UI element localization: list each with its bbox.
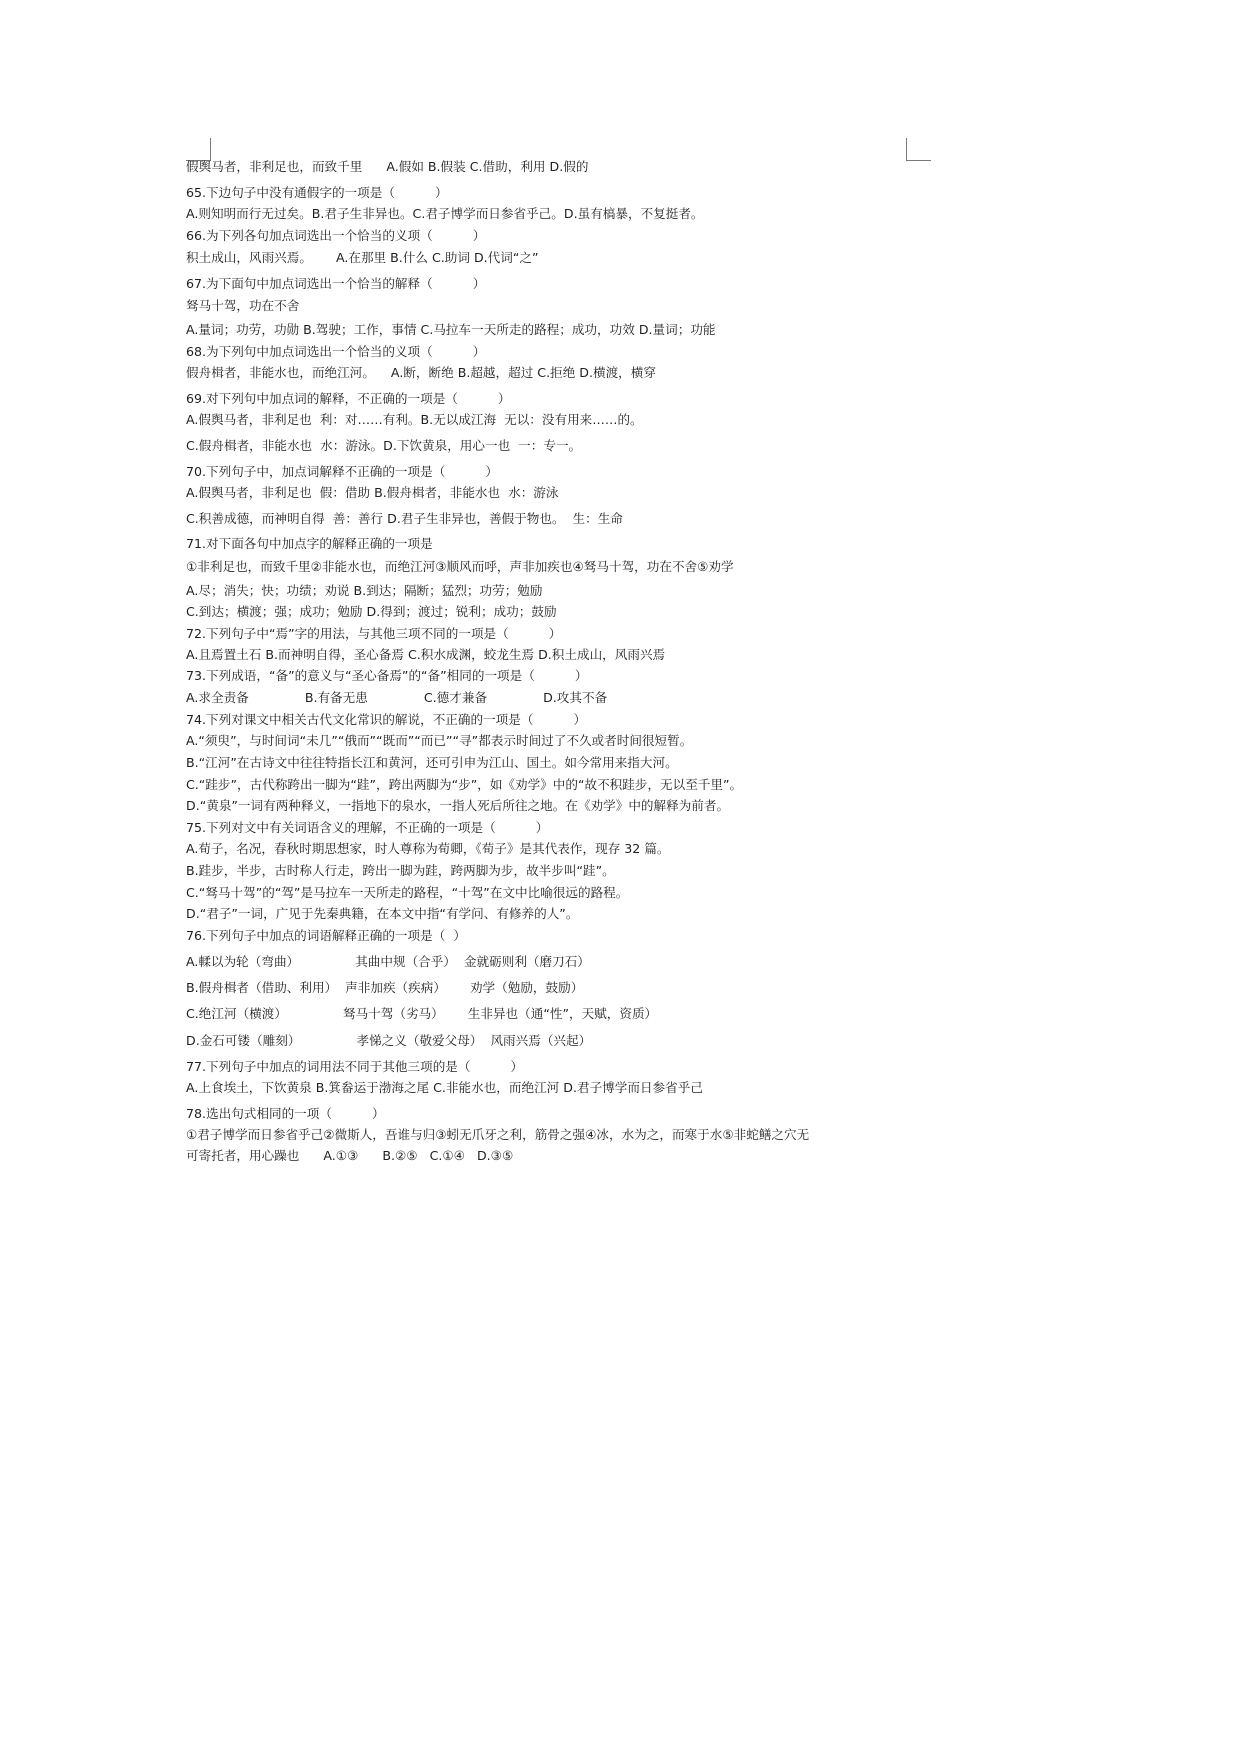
- text-line: C.假舟楫者，非能水也 水：游泳。D.下饮黄泉，用心一也 一：专一。: [186, 438, 582, 453]
- text-line: A.荀子，名况，春秋时期思想家，时人尊称为荀卿，《荀子》是其代表作，现存 32 篇。: [186, 841, 670, 856]
- text-line: D.“君子”一词，广见于先秦典籍，在本文中指“有学问、有修养的人”。: [186, 906, 579, 921]
- text-line: ①非利足也，而致千里②非能水也，而绝江河③顺风而呼，声非加疾也④驽马十驾，功在不舍⑤劝学: [186, 559, 734, 574]
- text-line: A.则知明而行无过矣。B.君子生非异也。C.君子博学而日参省乎己。D.虽有槁暴，不复挺者。: [186, 206, 704, 221]
- text-line: B.“江河”在古诗文中往往特指长江和黄河，还可引申为江山、国土。如今常用来指大河。: [186, 755, 678, 770]
- text-line: C.“跬步”，古代称跨出一脚为“跬”，跨出两脚为“步”，如《劝学》中的“故不积跬步，无以至千里”。: [186, 777, 743, 792]
- question-67: 67.为下面句中加点词选出一个恰当的解释（ ）: [186, 276, 486, 291]
- text-line: A.輮以为轮（弯曲） 其曲中规（合乎） 金就砺则利（磨刀石）: [186, 954, 590, 969]
- text-line: ①君子博学而日参省乎己②微斯人，吾谁与归③蚓无爪牙之利，筋骨之强④冰，水为之，而寒于水⑤非蛇鳝之穴无: [186, 1127, 810, 1142]
- question-78: 78.选出句式相同的一项（ ）: [186, 1106, 385, 1121]
- text-line: 假舟楫者，非能水也，而绝江河。 A.断，断绝 B.超越，超过 C.拒绝 D.横渡，横穿: [186, 365, 656, 380]
- text-line: C.绝江河（横渡） 驽马十驾（劣马） 生非异也（通“性”，天赋，资质）: [186, 1006, 658, 1021]
- question-66: 66.为下列各句加点词选出一个恰当的义项（ ）: [186, 228, 486, 243]
- question-65: 65.下边句子中没有通假字的一项是（ ）: [186, 185, 448, 200]
- text-line: A.“须臾”，与时间词“未几”“俄而”“既而”“而已”“寻”都表示时间过了不久或者时间很短暂。: [186, 733, 693, 748]
- text-line: 假舆马者，非利足也，而致千里 A.假如 B.假装 C.借助，利用 D.假的: [186, 159, 589, 174]
- text-line: A.尽；消失；快；功绩；劝说 B.到达；隔断；猛烈；功劳；勉励: [186, 583, 543, 598]
- text-line: A.假舆马者，非利足也 利：对……有利。B.无以成江海 无以：没有用来……的。: [186, 412, 643, 427]
- question-69: 69.对下列句中加点词的解释，不正确的一项是（ ）: [186, 391, 511, 406]
- question-71: 71.对下面各句中加点字的解释正确的一项是: [186, 536, 433, 551]
- text-line: A.上食埃土，下饮黄泉 B.箕畚运于渤海之尾 C.非能水也，而绝江河 D.君子博学而日参省乎己: [186, 1080, 703, 1095]
- text-line: A.量词；功劳，功勋 B.驾驶；工作，事情 C.马拉车一天所走的路程；成功，功效 D.量词；功能: [186, 322, 716, 337]
- text-line: B.跬步，半步，古时称人行走，跨出一脚为跬，跨两脚为步，故半步叫“跬”。: [186, 863, 615, 878]
- text-line: 可寄托者，用心躁也 A.①③ B.②⑤ C.①④ D.③⑤: [186, 1148, 514, 1163]
- question-70: 70.下列句子中，加点词解释不正确的一项是（ ）: [186, 464, 498, 479]
- question-72: 72.下列句子中“焉”字的用法，与其他三项不同的一项是（ ）: [186, 626, 562, 641]
- question-74: 74.下列对课文中相关古代文化常识的解说，不正确的一项是（ ）: [186, 712, 587, 727]
- text-line: C.到达；横渡；强；成功；勉励 D.得到；渡过；锐利；成功；鼓励: [186, 604, 557, 619]
- text-line: C.“驽马十驾”的“驾”是马拉车一天所走的路程，“十驾”在文中比喻很远的路程。: [186, 885, 629, 900]
- text-line: C.积善成德，而神明自得 善：善行 D.君子生非异也，善假于物也。 生：生命: [186, 511, 623, 526]
- question-73: 73.下列成语，“备”的意义与“圣心备焉”的“备”相同的一项是（ ）: [186, 668, 588, 683]
- text-line: 驽马十驾，功在不舍: [186, 298, 300, 313]
- text-line: B.假舟楫者（借助、利用） 声非加疾（疾病） 劝学（勉励，鼓励）: [186, 980, 584, 995]
- question-68: 68.为下列句中加点词选出一个恰当的义项（ ）: [186, 344, 486, 359]
- question-77: 77.下列句子中加点的词用法不同于其他三项的是（ ）: [186, 1059, 524, 1074]
- question-76: 76.下列句子中加点的词语解释正确的一项是（ ）: [186, 928, 466, 943]
- text-line: A.求全责备 B.有备无患 C.德才兼备 D.攻其不备: [186, 690, 608, 705]
- text-line: A.且焉置土石 B.而神明自得，圣心备焉 C.积水成渊，蛟龙生焉 D.积土成山，风雨兴焉: [186, 647, 666, 662]
- document-body: [186, 159, 916, 1164]
- text-line: A.假舆马者，非利足也 假：借助 B.假舟楫者，非能水也 水：游泳: [186, 485, 559, 500]
- text-line: 积土成山，风雨兴焉。 A.在那里 B.什么 C.助词 D.代词“之”: [186, 250, 539, 265]
- text-line: D.“黄泉”一词有两种释义，一指地下的泉水，一指人死后所往之地。在《劝学》中的解释为前者。: [186, 798, 730, 813]
- text-line: D.金石可镂（雕刻） 孝悌之义（敬爱父母） 风雨兴焉（兴起）: [186, 1033, 592, 1048]
- top-right-crop-mark: [906, 138, 931, 161]
- question-75: 75.下列对文中有关词语含义的理解，不正确的一项是（ ）: [186, 820, 549, 835]
- top-left-crop-mark: [186, 138, 211, 161]
